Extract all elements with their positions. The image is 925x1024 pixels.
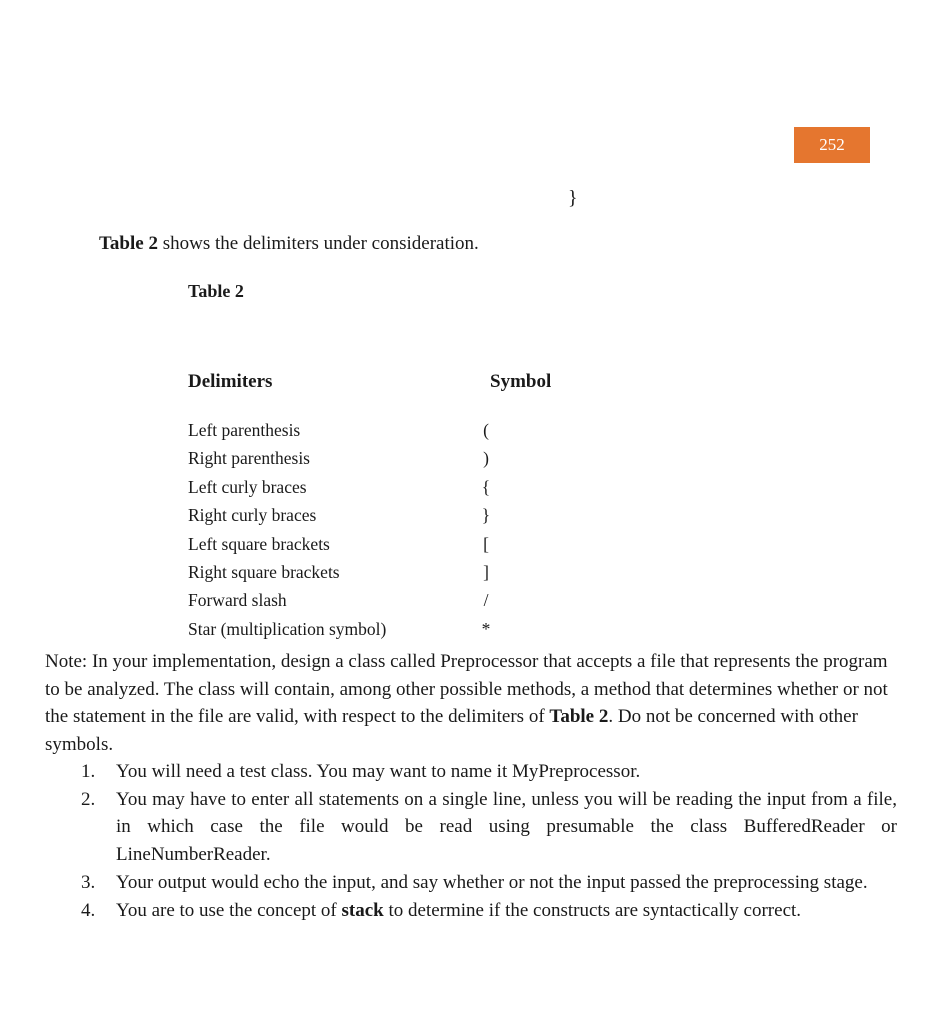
list-item-text: You may have to enter all statements on a single line, unless you will be reading the input from a file, in which case the file would be read using presumable the class BufferedReader or LineNumberReader.: [116, 788, 897, 866]
table-row: [188, 501, 588, 529]
page-number-badge: 252: [794, 127, 870, 163]
list-number: 3.: [81, 871, 96, 893]
requirements-list: [45, 758, 897, 924]
intro-table-ref: Table 2: [99, 233, 158, 254]
note-paragraph: [45, 648, 897, 759]
header-symbol: Symbol: [490, 371, 552, 392]
table-caption: Table 2: [188, 281, 244, 301]
stray-closing-brace: }: [568, 187, 578, 209]
list-item: [45, 758, 897, 786]
delimiter-symbol: *: [481, 618, 491, 639]
table-row: [188, 615, 588, 643]
delimiter-name: Forward slash: [188, 590, 287, 611]
list-item: [45, 786, 897, 869]
delimiter-name: Left square brackets: [188, 533, 330, 554]
delimiter-name: Star (multiplication symbol): [188, 618, 387, 639]
list-item-text-after: to determine if the constructs are syntactically correct.: [383, 899, 802, 921]
note-table-ref: Table 2: [549, 706, 609, 728]
table-row: [188, 558, 588, 586]
table-row: [188, 586, 588, 614]
table-row: [188, 530, 588, 558]
delimiter-name: Right parenthesis: [188, 448, 310, 469]
delimiter-table: [188, 416, 588, 643]
delimiter-symbol: {: [481, 476, 491, 497]
header-delimiters: Delimiters: [188, 371, 273, 392]
intro-text: shows the delimiters under consideration.: [157, 233, 479, 254]
stack-keyword: stack: [341, 899, 384, 921]
intro-sentence: [99, 231, 479, 257]
list-item-text: Your output would echo the input, and say whether or not the input passed the preprocessing stage.: [116, 871, 868, 893]
list-item: [45, 897, 897, 925]
note-tail: . Do not be concerned with other symbols.: [45, 706, 858, 756]
list-item: [45, 869, 897, 897]
delimiter-symbol: ): [483, 448, 489, 469]
table-row: [188, 416, 588, 444]
list-item-text-before: You are to use the concept of: [116, 899, 342, 921]
delimiter-symbol: }: [481, 505, 491, 526]
delimiter-name: Right square brackets: [188, 561, 340, 582]
delimiter-symbol: [: [483, 533, 489, 554]
list-number: 4.: [81, 899, 96, 921]
list-item-text: You will need a test class. You may want to name it MyPreprocessor.: [116, 761, 641, 782]
delimiter-name: Left curly braces: [188, 476, 307, 497]
note-text: Note: In your implementation, design a class called Preprocessor that accepts a file that represents the program to be analyzed. The class will contain, among other possible methods, a method that determines whether or not the statement in the file are valid, with respect to the delimiters of: [45, 651, 888, 728]
list-number: 1.: [81, 761, 96, 782]
delimiter-name: Left parenthesis: [188, 420, 301, 440]
list-number: 2.: [81, 788, 96, 810]
delimiter-symbol: /: [483, 590, 489, 611]
table-row: [188, 473, 588, 501]
delimiter-symbol: (: [483, 420, 489, 440]
delimiter-symbol: ]: [483, 561, 489, 582]
delimiter-name: Right curly braces: [188, 505, 317, 526]
table-row: [188, 444, 588, 472]
